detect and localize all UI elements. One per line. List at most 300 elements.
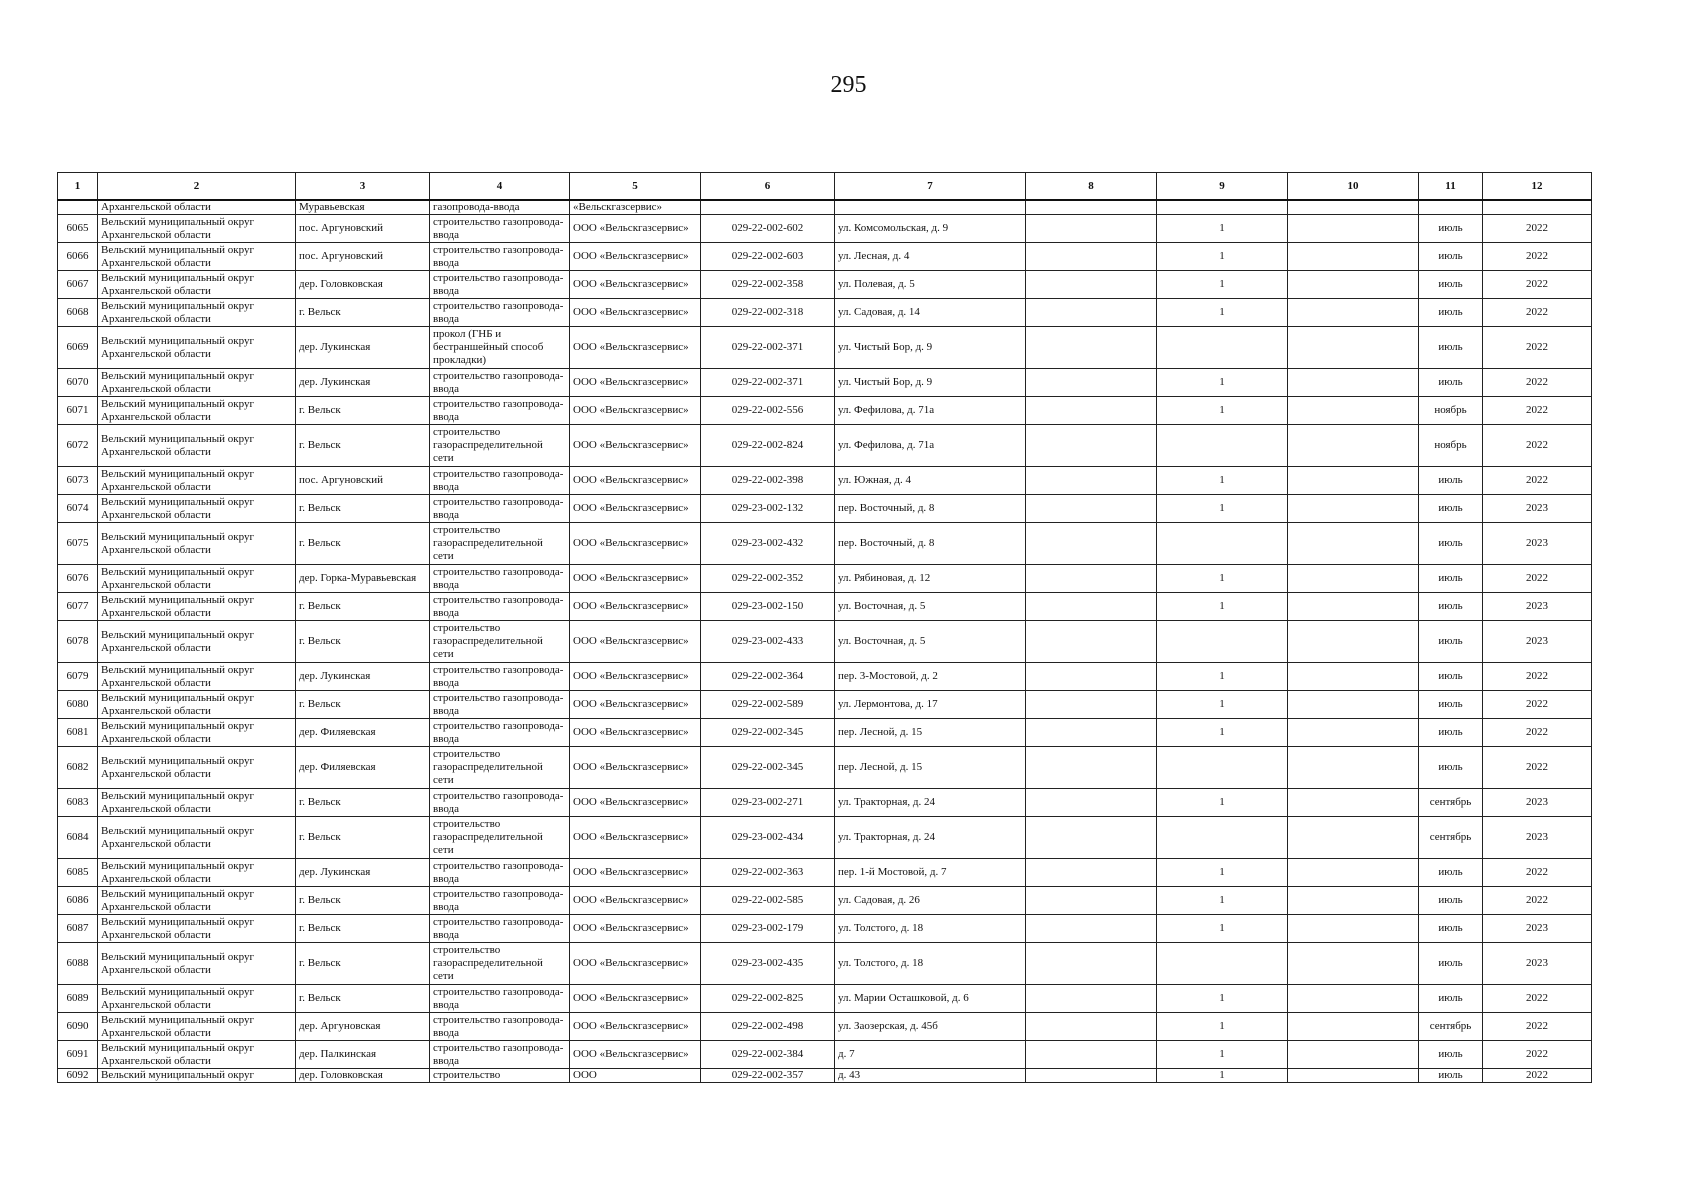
cell-quantity — [1157, 425, 1288, 467]
cell-object-code — [701, 200, 835, 215]
cell-address: ул. Южная, д. 4 — [835, 467, 1026, 495]
cell-contractor: ООО «Вельскгазсервис» — [570, 859, 701, 887]
cell-municipality: Вельский муниципальный округ Архангельской области — [98, 663, 296, 691]
cell-work-type: строительство газопровода-ввода — [430, 495, 570, 523]
cell-settlement: г. Вельск — [296, 425, 430, 467]
cell-quantity: 1 — [1157, 271, 1288, 299]
cell-object-code: 029-22-002-398 — [701, 467, 835, 495]
cell-quantity: 1 — [1157, 369, 1288, 397]
cell-object-code: 029-22-002-358 — [701, 271, 835, 299]
cell-quantity — [1157, 327, 1288, 369]
cell-settlement: г. Вельск — [296, 817, 430, 859]
cell-col-10 — [1288, 915, 1419, 943]
cell-contractor: ООО — [570, 1069, 701, 1083]
cell-settlement: г. Вельск — [296, 691, 430, 719]
cell-object-code: 029-23-002-150 — [701, 593, 835, 621]
cell-year: 2022 — [1483, 663, 1592, 691]
cell-quantity — [1157, 747, 1288, 789]
cell-row-number: 6087 — [58, 915, 98, 943]
cell-municipality: Вельский муниципальный округ Архангельской области — [98, 1041, 296, 1069]
cell-col-8 — [1026, 495, 1157, 523]
cell-col-10 — [1288, 200, 1419, 215]
cell-year: 2022 — [1483, 215, 1592, 243]
cell-month: ноябрь — [1419, 397, 1483, 425]
cell-row-number: 6071 — [58, 397, 98, 425]
cell-col-10 — [1288, 369, 1419, 397]
cell-col-8 — [1026, 593, 1157, 621]
cell-row-number: 6088 — [58, 943, 98, 985]
cell-row-number: 6066 — [58, 243, 98, 271]
cell-municipality: Вельский муниципальный округ Архангельской области — [98, 719, 296, 747]
cell-col-10 — [1288, 747, 1419, 789]
cell-col-8 — [1026, 215, 1157, 243]
cell-col-8 — [1026, 425, 1157, 467]
cell-quantity: 1 — [1157, 397, 1288, 425]
cell-work-type: строительство газораспределительной сети — [430, 425, 570, 467]
cell-quantity: 1 — [1157, 915, 1288, 943]
cell-contractor: ООО «Вельскгазсервис» — [570, 817, 701, 859]
cell-row-number: 6068 — [58, 299, 98, 327]
cell-work-type: строительство газораспределительной сети — [430, 621, 570, 663]
cell-object-code: 029-23-002-432 — [701, 523, 835, 565]
column-header: 3 — [296, 173, 430, 201]
cell-municipality: Вельский муниципальный округ Архангельской области — [98, 621, 296, 663]
cell-year: 2023 — [1483, 943, 1592, 985]
cell-work-type: строительство газопровода-ввода — [430, 789, 570, 817]
column-header: 1 — [58, 173, 98, 201]
cell-col-8 — [1026, 943, 1157, 985]
cell-row-number: 6090 — [58, 1013, 98, 1041]
cell-contractor: ООО «Вельскгазсервис» — [570, 243, 701, 271]
cell-quantity: 1 — [1157, 495, 1288, 523]
table-row — [58, 467, 1592, 495]
cell-object-code: 029-23-002-435 — [701, 943, 835, 985]
cell-col-8 — [1026, 985, 1157, 1013]
cell-row-number: 6075 — [58, 523, 98, 565]
cell-work-type: строительство газопровода-ввода — [430, 565, 570, 593]
cell-contractor: ООО «Вельскгазсервис» — [570, 985, 701, 1013]
cell-address: ул. Восточная, д. 5 — [835, 593, 1026, 621]
cell-address: ул. Заозерская, д. 45б — [835, 1013, 1026, 1041]
column-header: 2 — [98, 173, 296, 201]
cell-municipality: Вельский муниципальный округ Архангельской области — [98, 397, 296, 425]
cell-month: сентябрь — [1419, 789, 1483, 817]
cell-settlement: дер. Горка-Муравьевская — [296, 565, 430, 593]
cell-col-10 — [1288, 621, 1419, 663]
cell-col-8 — [1026, 467, 1157, 495]
cell-address: ул. Тракторная, д. 24 — [835, 817, 1026, 859]
cell-month: июль — [1419, 593, 1483, 621]
cell-work-type: строительство газопровода-ввода — [430, 1041, 570, 1069]
cell-col-10 — [1288, 789, 1419, 817]
cell-municipality: Вельский муниципальный округ Архангельской области — [98, 565, 296, 593]
cell-municipality: Вельский муниципальный округ Архангельской области — [98, 859, 296, 887]
cell-municipality: Вельский муниципальный округ Архангельской области — [98, 789, 296, 817]
cell-object-code: 029-22-002-357 — [701, 1069, 835, 1083]
column-header: 8 — [1026, 173, 1157, 201]
cell-quantity: 1 — [1157, 215, 1288, 243]
cell-quantity: 1 — [1157, 243, 1288, 271]
cell-year: 2022 — [1483, 565, 1592, 593]
cell-col-10 — [1288, 495, 1419, 523]
cell-month: июль — [1419, 621, 1483, 663]
cell-work-type: строительство газопровода-ввода — [430, 691, 570, 719]
cell-contractor: ООО «Вельскгазсервис» — [570, 789, 701, 817]
cell-contractor: ООО «Вельскгазсервис» — [570, 215, 701, 243]
cell-municipality: Вельский муниципальный округ Архангельской области — [98, 1013, 296, 1041]
cell-col-10 — [1288, 691, 1419, 719]
cell-col-8 — [1026, 817, 1157, 859]
cell-col-10 — [1288, 859, 1419, 887]
cell-col-10 — [1288, 943, 1419, 985]
cell-month: июль — [1419, 215, 1483, 243]
cell-year: 2022 — [1483, 985, 1592, 1013]
cell-settlement: г. Вельск — [296, 299, 430, 327]
table-row — [58, 565, 1592, 593]
cell-object-code: 029-22-002-345 — [701, 747, 835, 789]
table-row — [58, 985, 1592, 1013]
cell-settlement: дер. Головковская — [296, 1069, 430, 1083]
cell-settlement: г. Вельск — [296, 985, 430, 1013]
cell-quantity — [1157, 200, 1288, 215]
table-row — [58, 200, 1592, 215]
cell-object-code: 029-22-002-371 — [701, 327, 835, 369]
cell-settlement: г. Вельск — [296, 523, 430, 565]
cell-year: 2023 — [1483, 523, 1592, 565]
cell-address: ул. Толстого, д. 18 — [835, 915, 1026, 943]
cell-col-8 — [1026, 747, 1157, 789]
cell-object-code: 029-22-002-589 — [701, 691, 835, 719]
cell-municipality: Вельский муниципальный округ Архангельской области — [98, 943, 296, 985]
cell-object-code: 029-22-002-318 — [701, 299, 835, 327]
cell-col-8 — [1026, 663, 1157, 691]
cell-contractor: ООО «Вельскгазсервис» — [570, 495, 701, 523]
data-table — [57, 172, 1592, 1083]
page-number: 295 — [830, 72, 867, 98]
cell-work-type: строительство газопровода-ввода — [430, 271, 570, 299]
cell-year: 2022 — [1483, 243, 1592, 271]
cell-col-8 — [1026, 369, 1157, 397]
cell-address: ул. Садовая, д. 14 — [835, 299, 1026, 327]
cell-work-type: строительство газопровода-ввода — [430, 593, 570, 621]
cell-work-type: строительство газораспределительной сети — [430, 523, 570, 565]
cell-quantity — [1157, 943, 1288, 985]
column-header: 11 — [1419, 173, 1483, 201]
cell-municipality: Вельский муниципальный округ Архангельской области — [98, 747, 296, 789]
cell-settlement: г. Вельск — [296, 495, 430, 523]
cell-municipality: Вельский муниципальный округ Архангельской области — [98, 243, 296, 271]
table-row — [58, 215, 1592, 243]
cell-settlement: г. Вельск — [296, 789, 430, 817]
cell-work-type: строительство газопровода-ввода — [430, 663, 570, 691]
cell-address: ул. Садовая, д. 26 — [835, 887, 1026, 915]
cell-month: июль — [1419, 943, 1483, 985]
cell-row-number: 6070 — [58, 369, 98, 397]
cell-row-number: 6073 — [58, 467, 98, 495]
cell-year: 2022 — [1483, 1013, 1592, 1041]
cell-year: 2022 — [1483, 467, 1592, 495]
cell-row-number: 6067 — [58, 271, 98, 299]
cell-work-type: строительство газораспределительной сети — [430, 943, 570, 985]
cell-year: 2022 — [1483, 425, 1592, 467]
cell-row-number: 6083 — [58, 789, 98, 817]
cell-col-8 — [1026, 271, 1157, 299]
table-row — [58, 1013, 1592, 1041]
cell-col-10 — [1288, 565, 1419, 593]
cell-month: июль — [1419, 327, 1483, 369]
cell-row-number: 6091 — [58, 1041, 98, 1069]
cell-municipality: Вельский муниципальный округ Архангельской области — [98, 691, 296, 719]
cell-quantity: 1 — [1157, 789, 1288, 817]
table-row — [58, 859, 1592, 887]
cell-year: 2022 — [1483, 859, 1592, 887]
cell-month: июль — [1419, 887, 1483, 915]
cell-year: 2022 — [1483, 369, 1592, 397]
table-row — [58, 817, 1592, 859]
cell-object-code: 029-23-002-433 — [701, 621, 835, 663]
cell-row-number: 6069 — [58, 327, 98, 369]
cell-contractor: ООО «Вельскгазсервис» — [570, 299, 701, 327]
cell-row-number: 6081 — [58, 719, 98, 747]
cell-contractor: ООО «Вельскгазсервис» — [570, 1013, 701, 1041]
cell-work-type: строительство газопровода-ввода — [430, 467, 570, 495]
cell-row-number: 6089 — [58, 985, 98, 1013]
cell-work-type: строительство газопровода-ввода — [430, 719, 570, 747]
cell-month: июль — [1419, 1041, 1483, 1069]
cell-col-8 — [1026, 719, 1157, 747]
cell-row-number: 6082 — [58, 747, 98, 789]
cell-object-code: 029-22-002-364 — [701, 663, 835, 691]
cell-object-code: 029-22-002-371 — [701, 369, 835, 397]
cell-col-8 — [1026, 397, 1157, 425]
cell-month: июль — [1419, 369, 1483, 397]
table-row — [58, 915, 1592, 943]
cell-col-8 — [1026, 1069, 1157, 1083]
column-header: 6 — [701, 173, 835, 201]
cell-month: июль — [1419, 565, 1483, 593]
cell-month: июль — [1419, 747, 1483, 789]
cell-row-number: 6076 — [58, 565, 98, 593]
cell-year: 2022 — [1483, 719, 1592, 747]
cell-col-10 — [1288, 215, 1419, 243]
cell-month: июль — [1419, 299, 1483, 327]
cell-object-code: 029-22-002-352 — [701, 565, 835, 593]
table-row — [58, 663, 1592, 691]
cell-municipality: Вельский муниципальный округ Архангельской области — [98, 299, 296, 327]
cell-month: ноябрь — [1419, 425, 1483, 467]
cell-year: 2022 — [1483, 1041, 1592, 1069]
cell-address: ул. Фефилова, д. 71а — [835, 425, 1026, 467]
cell-address — [835, 200, 1026, 215]
cell-quantity: 1 — [1157, 859, 1288, 887]
cell-object-code: 029-22-002-825 — [701, 985, 835, 1013]
cell-address: ул. Фефилова, д. 71а — [835, 397, 1026, 425]
table-row — [58, 327, 1592, 369]
cell-month: июль — [1419, 915, 1483, 943]
cell-col-8 — [1026, 200, 1157, 215]
cell-month: июль — [1419, 467, 1483, 495]
table-body — [58, 200, 1592, 1082]
cell-col-10 — [1288, 271, 1419, 299]
cell-municipality: Вельский муниципальный округ Архангельской области — [98, 523, 296, 565]
cell-year: 2022 — [1483, 747, 1592, 789]
cell-year: 2022 — [1483, 271, 1592, 299]
cell-object-code: 029-23-002-132 — [701, 495, 835, 523]
cell-col-10 — [1288, 593, 1419, 621]
cell-work-type: строительство газопровода-ввода — [430, 887, 570, 915]
cell-municipality: Вельский муниципальный округ Архангельской области — [98, 985, 296, 1013]
cell-municipality: Вельский муниципальный округ Архангельской области — [98, 467, 296, 495]
cell-address: ул. Комсомольская, д. 9 — [835, 215, 1026, 243]
cell-work-type: строительство — [430, 1069, 570, 1083]
cell-month: июль — [1419, 719, 1483, 747]
cell-address: ул. Марии Осташковой, д. 6 — [835, 985, 1026, 1013]
table-row — [58, 299, 1592, 327]
cell-month: июль — [1419, 495, 1483, 523]
table-row — [58, 593, 1592, 621]
cell-work-type: строительство газопровода-ввода — [430, 397, 570, 425]
cell-object-code: 029-22-002-603 — [701, 243, 835, 271]
cell-row-number: 6072 — [58, 425, 98, 467]
cell-object-code: 029-22-002-602 — [701, 215, 835, 243]
cell-year: 2023 — [1483, 915, 1592, 943]
cell-address: пер. Лесной, д. 15 — [835, 719, 1026, 747]
cell-col-8 — [1026, 565, 1157, 593]
cell-col-8 — [1026, 915, 1157, 943]
cell-month: июль — [1419, 985, 1483, 1013]
cell-col-8 — [1026, 327, 1157, 369]
cell-year: 2022 — [1483, 299, 1592, 327]
cell-row-number: 6079 — [58, 663, 98, 691]
cell-address: пер. 3-Мостовой, д. 2 — [835, 663, 1026, 691]
column-header: 10 — [1288, 173, 1419, 201]
cell-address: ул. Полевая, д. 5 — [835, 271, 1026, 299]
cell-quantity: 1 — [1157, 593, 1288, 621]
cell-col-10 — [1288, 243, 1419, 271]
cell-settlement: пос. Аргуновский — [296, 243, 430, 271]
cell-settlement: дер. Палкинская — [296, 1041, 430, 1069]
cell-col-10 — [1288, 985, 1419, 1013]
table-row — [58, 397, 1592, 425]
cell-work-type: строительство газопровода-ввода — [430, 915, 570, 943]
cell-quantity: 1 — [1157, 565, 1288, 593]
cell-row-number: 6074 — [58, 495, 98, 523]
cell-year: 2023 — [1483, 621, 1592, 663]
cell-object-code: 029-22-002-345 — [701, 719, 835, 747]
cell-contractor: ООО «Вельскгазсервис» — [570, 747, 701, 789]
cell-settlement: дер. Лукинская — [296, 369, 430, 397]
cell-contractor: ООО «Вельскгазсервис» — [570, 327, 701, 369]
cell-quantity: 1 — [1157, 299, 1288, 327]
cell-municipality: Вельский муниципальный округ Архангельской области — [98, 593, 296, 621]
cell-municipality: Вельский муниципальный округ Архангельской области — [98, 817, 296, 859]
table-row — [58, 747, 1592, 789]
cell-month: июль — [1419, 691, 1483, 719]
cell-address: ул. Рябиновая, д. 12 — [835, 565, 1026, 593]
cell-address: д. 7 — [835, 1041, 1026, 1069]
cell-year: 2023 — [1483, 789, 1592, 817]
cell-row-number: 6092 — [58, 1069, 98, 1083]
cell-col-10 — [1288, 1069, 1419, 1083]
cell-contractor: ООО «Вельскгазсервис» — [570, 1041, 701, 1069]
cell-contractor: ООО «Вельскгазсервис» — [570, 691, 701, 719]
cell-contractor: ООО «Вельскгазсервис» — [570, 593, 701, 621]
cell-col-10 — [1288, 817, 1419, 859]
cell-row-number — [58, 200, 98, 215]
cell-settlement: г. Вельск — [296, 887, 430, 915]
cell-municipality: Архангельской области — [98, 200, 296, 215]
cell-contractor: ООО «Вельскгазсервис» — [570, 369, 701, 397]
cell-year: 2022 — [1483, 397, 1592, 425]
cell-quantity: 1 — [1157, 1013, 1288, 1041]
table-row — [58, 1041, 1592, 1069]
cell-row-number: 6085 — [58, 859, 98, 887]
cell-work-type: прокол (ГНБ и бестраншейный способ прокладки) — [430, 327, 570, 369]
cell-contractor: ООО «Вельскгазсервис» — [570, 915, 701, 943]
cell-municipality: Вельский муниципальный округ Архангельской области — [98, 425, 296, 467]
cell-settlement: пос. Аргуновский — [296, 215, 430, 243]
cell-col-10 — [1288, 887, 1419, 915]
cell-month: июль — [1419, 271, 1483, 299]
cell-settlement: г. Вельск — [296, 397, 430, 425]
cell-address: пер. Восточный, д. 8 — [835, 523, 1026, 565]
cell-address: пер. Лесной, д. 15 — [835, 747, 1026, 789]
cell-settlement: дер. Лукинская — [296, 859, 430, 887]
cell-quantity: 1 — [1157, 1069, 1288, 1083]
header-row — [58, 173, 1592, 201]
cell-year: 2022 — [1483, 1069, 1592, 1083]
cell-quantity: 1 — [1157, 691, 1288, 719]
cell-settlement: г. Вельск — [296, 915, 430, 943]
cell-object-code: 029-23-002-271 — [701, 789, 835, 817]
cell-col-10 — [1288, 425, 1419, 467]
cell-address: ул. Чистый Бор, д. 9 — [835, 369, 1026, 397]
cell-settlement: пос. Аргуновский — [296, 467, 430, 495]
column-header: 7 — [835, 173, 1026, 201]
cell-work-type: строительство газопровода-ввода — [430, 299, 570, 327]
cell-month: сентябрь — [1419, 1013, 1483, 1041]
cell-col-8 — [1026, 523, 1157, 565]
cell-address: пер. Восточный, д. 8 — [835, 495, 1026, 523]
cell-month: июль — [1419, 523, 1483, 565]
cell-row-number: 6080 — [58, 691, 98, 719]
cell-month: июль — [1419, 663, 1483, 691]
cell-row-number: 6065 — [58, 215, 98, 243]
cell-col-8 — [1026, 691, 1157, 719]
cell-object-code: 029-22-002-824 — [701, 425, 835, 467]
column-header: 9 — [1157, 173, 1288, 201]
cell-settlement: дер. Филяевская — [296, 719, 430, 747]
cell-contractor: ООО «Вельскгазсервис» — [570, 397, 701, 425]
cell-settlement: г. Вельск — [296, 621, 430, 663]
cell-year: 2022 — [1483, 327, 1592, 369]
cell-work-type: газопровода-ввода — [430, 200, 570, 215]
cell-col-10 — [1288, 719, 1419, 747]
cell-quantity — [1157, 817, 1288, 859]
cell-address: ул. Восточная, д. 5 — [835, 621, 1026, 663]
cell-settlement: дер. Аргуновская — [296, 1013, 430, 1041]
cell-municipality: Вельский муниципальный округ Архангельской области — [98, 369, 296, 397]
cell-quantity: 1 — [1157, 467, 1288, 495]
cell-object-code: 029-22-002-363 — [701, 859, 835, 887]
cell-object-code: 029-23-002-434 — [701, 817, 835, 859]
cell-row-number: 6077 — [58, 593, 98, 621]
cell-contractor: ООО «Вельскгазсервис» — [570, 719, 701, 747]
cell-year: 2023 — [1483, 593, 1592, 621]
cell-col-10 — [1288, 397, 1419, 425]
cell-quantity: 1 — [1157, 1041, 1288, 1069]
cell-col-10 — [1288, 467, 1419, 495]
